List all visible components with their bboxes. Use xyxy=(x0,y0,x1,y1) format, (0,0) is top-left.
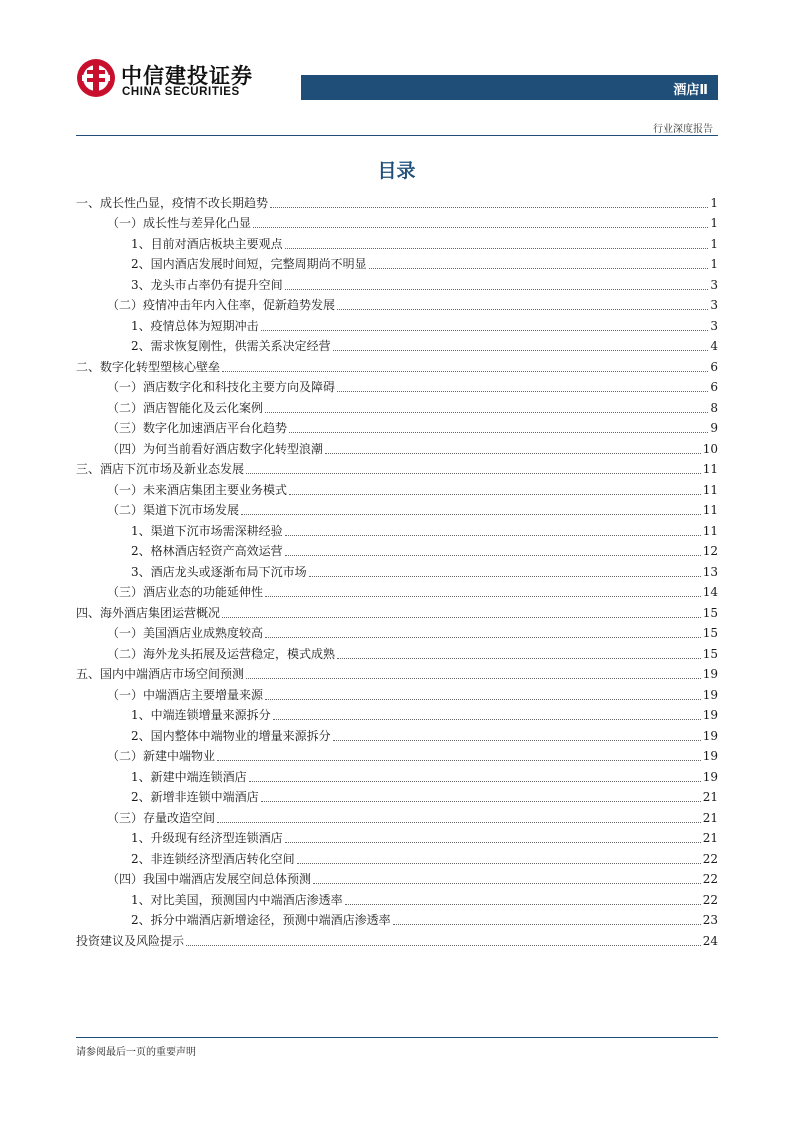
toc-dot-leader xyxy=(289,432,708,433)
toc-dot-leader xyxy=(309,576,701,577)
logo-chinese-name: 中信建投证券 xyxy=(121,64,253,88)
toc-entry-title[interactable]: （一）未来酒店集团主要业务模式 xyxy=(107,482,288,497)
toc-entry[interactable] xyxy=(76,662,718,683)
toc-page-number: 21 xyxy=(702,790,718,804)
toc-entry-title[interactable]: 2、非连锁经济型酒店转化空间 xyxy=(131,851,295,866)
toc-entry[interactable] xyxy=(76,375,718,396)
toc-entry[interactable] xyxy=(76,293,718,314)
toc-dot-leader xyxy=(261,801,701,802)
toc-dot-leader xyxy=(297,863,701,864)
report-type-label: 行业深度报告 xyxy=(653,124,713,135)
toc-entry[interactable] xyxy=(76,272,718,293)
toc-page-number: 12 xyxy=(702,544,718,558)
toc-page-number: 10 xyxy=(702,441,718,456)
toc-entry[interactable] xyxy=(76,334,718,355)
toc-page-number: 15 xyxy=(702,605,718,620)
toc-entry-title[interactable]: 1、升级现有经济型连锁酒店 xyxy=(131,831,283,845)
toc-entry-title[interactable]: 3、龙头市占率仍有提升空间 xyxy=(131,277,283,292)
toc-entry[interactable] xyxy=(76,313,718,334)
toc-entry[interactable] xyxy=(76,703,718,724)
toc-entry-title[interactable]: 1、新建中端连锁酒店 xyxy=(131,769,247,784)
toc-entry[interactable] xyxy=(76,231,718,252)
toc-entry-title[interactable]: （二）疫情冲击年内入住率，促新趋势发展 xyxy=(107,298,336,312)
toc-entry[interactable] xyxy=(76,600,718,621)
toc-page-number: 13 xyxy=(702,564,718,579)
toc-entry-title[interactable]: （二）渠道下沉市场发展 xyxy=(107,503,240,517)
toc-page-number: 19 xyxy=(702,667,718,681)
toc-dot-leader xyxy=(265,412,708,413)
toc-entry-title[interactable]: 2、格林酒店轻资产高效运营 xyxy=(131,544,283,558)
toc-entry[interactable] xyxy=(76,805,718,826)
toc-dot-leader xyxy=(313,883,701,884)
toc-entry[interactable] xyxy=(76,826,718,847)
toc-dot-leader xyxy=(246,678,701,679)
toc-page-number: 19 xyxy=(702,728,718,743)
toc-entry[interactable] xyxy=(76,477,718,498)
toc-page-number: 14 xyxy=(702,585,718,599)
toc-entry-title[interactable]: （二）新建中端物业 xyxy=(107,749,216,763)
toc-entry-title[interactable]: （四）为何当前看好酒店数字化转型浪潮 xyxy=(107,441,324,456)
toc-page-number: 3 xyxy=(710,318,718,333)
toc-page-number: 1 xyxy=(710,257,718,271)
toc-page-number: 19 xyxy=(702,687,718,702)
footer-divider xyxy=(76,1037,718,1038)
industry-section-label: 酒店Ⅱ xyxy=(673,83,708,98)
toc-entry[interactable] xyxy=(76,498,718,519)
toc-dot-leader xyxy=(265,699,701,700)
toc-entry[interactable] xyxy=(76,723,718,744)
toc-page-number: 4 xyxy=(710,339,718,353)
toc-dot-leader xyxy=(217,760,701,761)
toc-dot-leader xyxy=(249,781,701,782)
toc-entry-title[interactable]: 2、拆分中端酒店新增途径，预测中端酒店渗透率 xyxy=(131,913,391,927)
toc-page-number: 11 xyxy=(702,523,718,538)
toc-dot-leader xyxy=(325,453,701,454)
toc-entry-title[interactable]: （二）海外龙头拓展及运营稳定，模式成熟 xyxy=(107,646,336,661)
toc-dot-leader xyxy=(186,945,701,946)
toc-entry-title[interactable]: 2、新增非连锁中端酒店 xyxy=(131,790,259,804)
toc-page-number: 19 xyxy=(702,769,718,784)
toc-dot-leader xyxy=(273,719,701,720)
toc-entry-title[interactable]: 1、渠道下沉市场需深耕经验 xyxy=(131,523,283,538)
toc-entry-title[interactable]: 四、海外酒店集团运营概况 xyxy=(76,605,221,620)
toc-entry-title[interactable]: （一）美国酒店业成熟度较高 xyxy=(107,626,264,640)
toc-entry[interactable] xyxy=(76,457,718,478)
toc-page-number: 23 xyxy=(702,913,718,927)
company-logo xyxy=(76,58,256,102)
toc-entry-title[interactable]: 一、成长性凸显，疫情不改长期趋势 xyxy=(76,195,269,210)
toc-entry[interactable] xyxy=(76,744,718,765)
header-section-bar xyxy=(301,75,718,100)
toc-page-number: 3 xyxy=(710,298,718,312)
toc-dot-leader xyxy=(265,596,701,597)
toc-entry-title[interactable]: 三、酒店下沉市场及新业态发展 xyxy=(76,462,245,476)
toc-entry-title[interactable]: （三）数字化加速酒店平台化趋势 xyxy=(107,421,288,435)
toc-page-number: 8 xyxy=(710,400,718,415)
toc-page-number: 6 xyxy=(710,359,718,374)
toc-entry-title[interactable]: 1、对比美国，预测国内中端酒店渗透率 xyxy=(131,892,343,907)
toc-page-number: 11 xyxy=(702,462,718,476)
toc-page-number: 21 xyxy=(702,831,718,845)
toc-entry[interactable] xyxy=(76,846,718,867)
toc-page-number: 15 xyxy=(702,626,718,640)
table-of-contents xyxy=(76,190,718,949)
toc-dot-leader xyxy=(222,617,701,618)
toc-dot-leader xyxy=(241,514,701,515)
toc-entry[interactable] xyxy=(76,682,718,703)
toc-dot-leader xyxy=(222,371,708,372)
toc-entry[interactable] xyxy=(76,580,718,601)
toc-entry-title[interactable]: （三）酒店业态的功能延伸性 xyxy=(107,585,264,599)
toc-entry[interactable] xyxy=(76,354,718,375)
toc-entry[interactable] xyxy=(76,908,718,929)
toc-dot-leader xyxy=(217,822,701,823)
toc-entry[interactable] xyxy=(76,928,718,949)
toc-entry-title[interactable]: 1、中端连锁增量来源拆分 xyxy=(131,708,271,722)
toc-page-number: 19 xyxy=(702,749,718,763)
toc-page-number: 11 xyxy=(702,503,718,517)
toc-dot-leader xyxy=(265,637,701,638)
toc-page-number: 11 xyxy=(702,482,718,497)
toc-dot-leader xyxy=(393,924,701,925)
toc-entry[interactable] xyxy=(76,190,718,211)
toc-entry[interactable] xyxy=(76,252,718,273)
toc-page-number: 9 xyxy=(710,421,718,435)
toc-entry[interactable] xyxy=(76,867,718,888)
toc-entry-title[interactable]: 二、数字化转型塑核心壁垒 xyxy=(76,359,221,374)
toc-entry-title[interactable]: 2、国内酒店发展时间短，完整周期尚不明显 xyxy=(131,257,367,271)
toc-dot-leader xyxy=(369,268,709,269)
toc-entry[interactable] xyxy=(76,395,718,416)
toc-entry[interactable] xyxy=(76,785,718,806)
toc-title: 目录 xyxy=(377,160,416,182)
toc-entry-title[interactable]: （二）酒店智能化及云化案例 xyxy=(107,400,264,415)
toc-page-number: 3 xyxy=(710,277,718,292)
toc-dot-leader xyxy=(333,740,701,741)
toc-dot-leader xyxy=(246,473,701,474)
toc-dot-leader xyxy=(285,535,701,536)
toc-entry-title[interactable]: （一）中端酒店主要增量来源 xyxy=(107,687,264,702)
toc-page-number: 6 xyxy=(710,380,718,394)
toc-page-number: 19 xyxy=(702,708,718,722)
toc-dot-leader xyxy=(285,248,709,249)
toc-entry[interactable] xyxy=(76,641,718,662)
toc-dot-leader xyxy=(285,289,709,290)
logo-english-name: CHINA SECURITIES xyxy=(122,86,240,98)
toc-dot-leader xyxy=(285,555,701,556)
toc-entry[interactable] xyxy=(76,764,718,785)
toc-entry-title[interactable]: 2、国内整体中端物业的增量来源拆分 xyxy=(131,728,331,743)
toc-entry-title[interactable]: （一）酒店数字化和科技化主要方向及障碍 xyxy=(107,380,336,394)
toc-dot-leader xyxy=(261,330,709,331)
toc-entry[interactable] xyxy=(76,211,718,232)
toc-dot-leader xyxy=(270,207,708,208)
toc-entry[interactable] xyxy=(76,621,718,642)
toc-entry[interactable] xyxy=(76,559,718,580)
toc-dot-leader xyxy=(337,309,708,310)
toc-entry-title[interactable]: 1、疫情总体为短期冲击 xyxy=(131,318,259,333)
toc-page-number: 1 xyxy=(710,236,718,251)
toc-page-number: 22 xyxy=(702,851,718,866)
toc-page-number: 22 xyxy=(702,892,718,907)
toc-page-number: 1 xyxy=(710,195,718,210)
footer-disclaimer: 请参阅最后一页的重要声明 xyxy=(76,1047,196,1058)
toc-entry-title[interactable]: 五、国内中端酒店市场空间预测 xyxy=(76,667,245,681)
toc-page-number: 22 xyxy=(702,872,718,886)
toc-entry-title[interactable]: 2、需求恢复刚性，供需关系决定经营 xyxy=(131,339,331,353)
toc-entry[interactable] xyxy=(76,416,718,437)
china-securities-logo-icon xyxy=(76,58,116,98)
toc-page-number: 1 xyxy=(710,216,718,230)
toc-entry[interactable] xyxy=(76,518,718,539)
header-divider xyxy=(76,135,718,136)
toc-entry-title[interactable]: 投资建议及风险提示 xyxy=(76,933,185,948)
toc-entry[interactable] xyxy=(76,887,718,908)
toc-dot-leader xyxy=(345,904,701,905)
toc-page-number: 21 xyxy=(702,810,718,825)
toc-dot-leader xyxy=(337,391,708,392)
toc-entry-title[interactable]: （三）存量改造空间 xyxy=(107,810,216,825)
toc-entry[interactable] xyxy=(76,436,718,457)
toc-dot-leader xyxy=(253,227,708,228)
toc-dot-leader xyxy=(285,842,701,843)
toc-page-number: 15 xyxy=(702,646,718,661)
toc-entry-title[interactable]: 3、酒店龙头或逐渐布局下沉市场 xyxy=(131,564,307,579)
toc-dot-leader xyxy=(333,350,709,351)
toc-dot-leader xyxy=(337,658,701,659)
toc-entry-title[interactable]: （四）我国中端酒店发展空间总体预测 xyxy=(107,872,312,886)
toc-entry[interactable] xyxy=(76,539,718,560)
toc-entry-title[interactable]: 1、目前对酒店板块主要观点 xyxy=(131,236,283,251)
toc-dot-leader xyxy=(289,494,701,495)
toc-entry-title[interactable]: （一）成长性与差异化凸显 xyxy=(107,216,252,230)
toc-page-number: 24 xyxy=(702,933,718,948)
